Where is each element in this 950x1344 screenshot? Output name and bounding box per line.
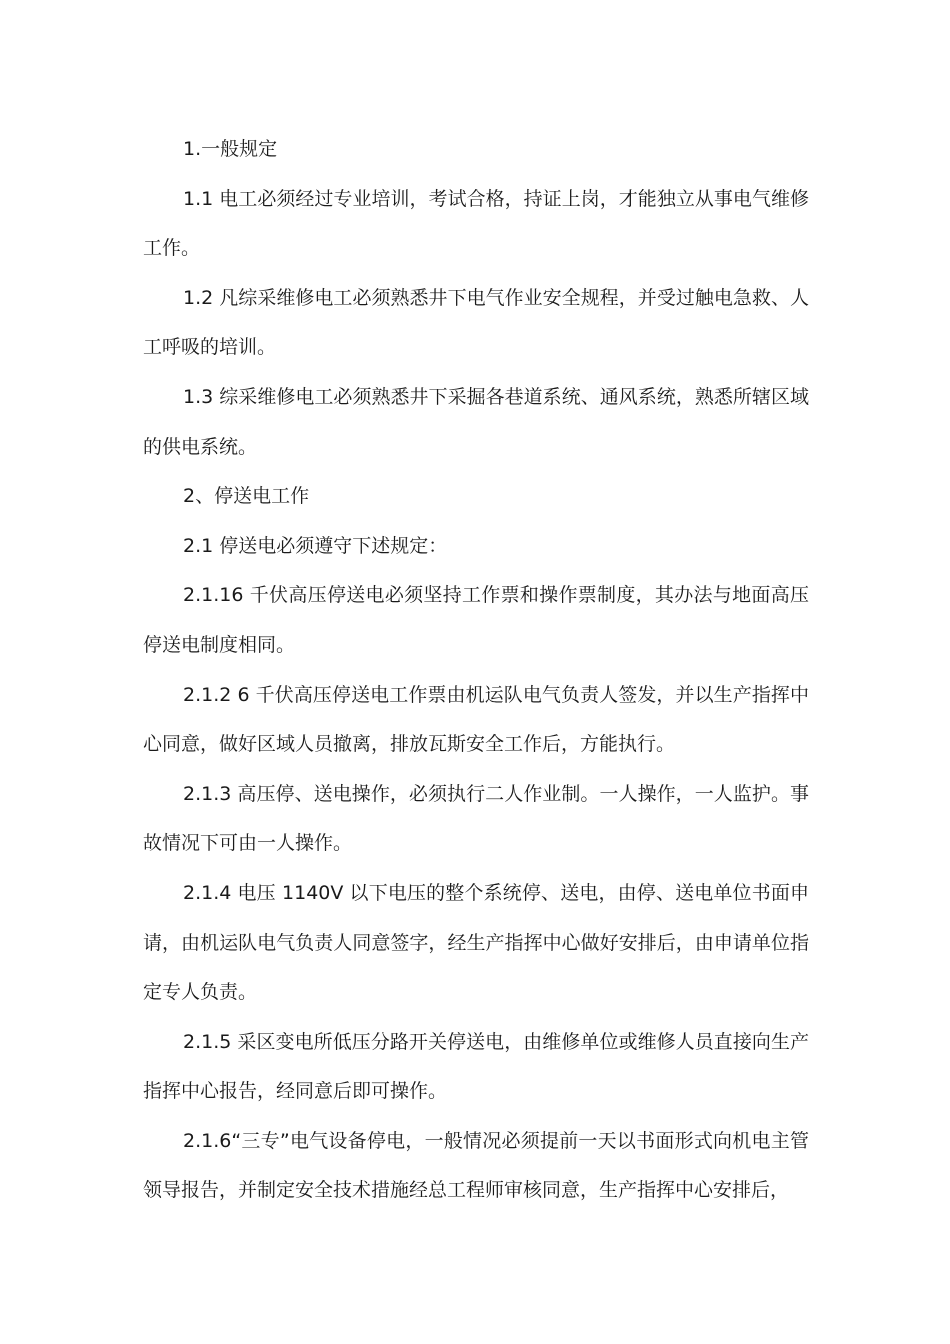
paragraph-1-3: 1.3 综采维修电工必须熟悉井下采掘各巷道系统、通风系统，熟悉所辖区域的供电系统。 bbox=[143, 385, 809, 458]
heading-general-rules: 1.一般规定 bbox=[183, 138, 278, 160]
paragraph-2-1-3: 2.1.3 高压停、送电操作，必须执行二人作业制。一人操作，一人监护。事故情况下可由一人操作。 bbox=[143, 782, 809, 855]
document-body bbox=[143, 125, 809, 1216]
paragraph-2-1-2: 2.1.2 6 千伏高压停送电工作票由机运队电气负责人签发，并以生产指挥中心同意，做好区域人员撤离，排放瓦斯安全工作后，方能执行。 bbox=[143, 683, 809, 756]
paragraph-2-1-4: 2.1.4 电压 1140V 以下电压的整个系统停、送电，由停、送电单位书面申请，由机运队电气负责人同意签字，经生产指挥中心做好安排后，由申请单位指定专人负责。 bbox=[143, 881, 809, 1004]
paragraph-2-1-5: 2.1.5 采区变电所低压分路开关停送电，由维修单位或维修人员直接向生产指挥中心报告，经同意后即可操作。 bbox=[143, 1030, 809, 1103]
paragraph-1-1: 1.1 电工必须经过专业培训，考试合格，持证上岗，才能独立从事电气维修工作。 bbox=[143, 187, 809, 260]
paragraph-2-1: 2.1 停送电必须遵守下述规定： bbox=[183, 534, 448, 557]
paragraph-2-1-1: 2.1.16 千伏高压停送电必须坚持工作票和操作票制度，其办法与地面高压停送电制度相同。 bbox=[143, 584, 809, 656]
paragraph-1-2: 1.2 凡综采维修电工必须熟悉井下电气作业安全规程，并受过触电急救、人工呼吸的培训。 bbox=[143, 286, 809, 359]
heading-power-work: 2、停送电工作 bbox=[183, 485, 310, 508]
paragraph-2-1-6: 2.1.6“三专”电气设备停电，一般情况必须提前一天以书面形式向机电主管领导报告，并制定安全技术措施经总工程师审核同意，生产指挥中心安排后， bbox=[143, 1129, 809, 1202]
